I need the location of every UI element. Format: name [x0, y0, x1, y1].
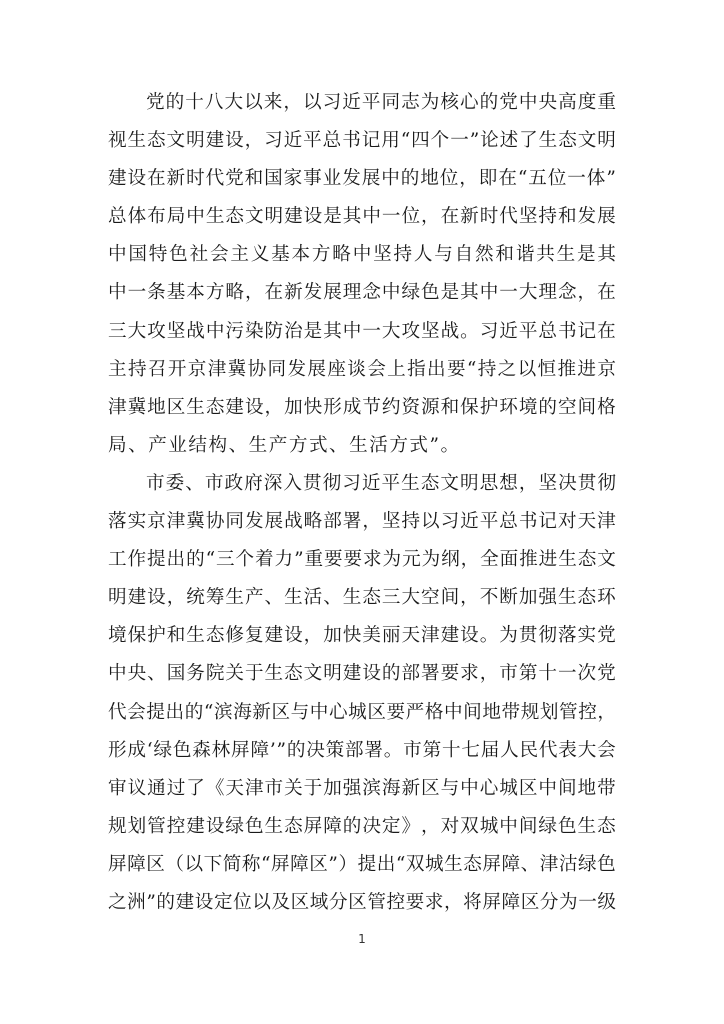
text-line: 中 央 、 国 务 院 关 于 生 态 文 明 建 设 的 部 署 要 求 ， 市 第 十 一 次 党	[108, 663, 616, 685]
text-line: 规 划 管 控 建 设 绿 色 生 态 屏 障 的 决 定 》 ， 对 双 城 中 间 绿 色 生 态	[108, 815, 616, 837]
text-line: 中 国 特 色 社 会 主 义 基 本 方 略 中 坚 持 人 与 自 然 和 谐 共 生 是 其	[108, 244, 616, 266]
text-line: 形 成 ‘ 绿 色 森 林 屏 障 ’ ” 的 决 策 部 署 。 市 第 十 七 届 人 民 代 表 大 会	[108, 739, 616, 761]
text-line: 党 的 十 八 大 以 来 ， 以 习 近 平 同 志 为 核 心 的 党 中 央 高 度 重	[146, 92, 616, 113]
text-line: 中 一 条 基 本 方 略 ， 在 新 发 展 理 念 中 绿 色 是 其 中 一 大 理 念 ， 在	[108, 282, 616, 304]
text-line: 代 会 提 出 的 “ 滨 海 新 区 与 中 心 城 区 要 严 格 中 间 地 带 规 划 管 控 ，	[108, 701, 616, 723]
text-line: 主 持 召 开 京 津 冀 协 同 发 展 座 谈 会 上 指 出 要 “ 持 之 以 恒 推 进 京	[108, 358, 616, 380]
text-line: 局、产业结构、生产方式、生活方式”。	[108, 434, 461, 456]
text-line: 建 设 在 新 时 代 党 和 国 家 事 业 发 展 中 的 地 位 ， 即 在 “ 五 位 一 体 ”	[108, 168, 616, 190]
text-line: 津 冀 地 区 生 态 建 设 ， 加 快 形 成 节 约 资 源 和 保 护 环 境 的 空 间 格	[108, 396, 616, 418]
text-line: 明 建 设 ， 统 筹 生 产 、 生 活 、 生 态 三 大 空 间 ， 不 断 加 强 生 态 环	[108, 587, 616, 609]
text-line: 审 议 通 过 了 《 天 津 市 关 于 加 强 滨 海 新 区 与 中 心 城 区 中 间 地 带	[108, 777, 616, 799]
document-body	[108, 84, 616, 922]
paragraph-2	[108, 465, 616, 922]
text-line: 之 洲 ” 的 建 设 定 位 以 及 区 域 分 区 管 控 要 求 ， 将 屏 障 区 分 为 一 级	[108, 891, 616, 913]
page-number: 1	[358, 932, 366, 946]
text-line: 总 体 布 局 中 生 态 文 明 建 设 是 其 中 一 位 ， 在 新 时 代 坚 持 和 发 展	[108, 206, 616, 228]
text-line: 视 生 态 文 明 建 设 ， 习 近 平 总 书 记 用 “ 四 个 一 ” 论 述 了 生 态 文 明	[108, 130, 616, 152]
text-line: 屏 障 区 （ 以 下 简 称 “ 屏 障 区 ” ） 提 出 “ 双 城 生 态 屏 障 、 津 沽 绿 色	[108, 853, 616, 875]
paragraph-1	[108, 84, 616, 465]
text-line: 工 作 提 出 的 “ 三 个 着 力 ” 重 要 要 求 为 元 为 纲 ， 全 面 推 进 生 态 文	[108, 549, 616, 571]
text-line: 落 实 京 津 冀 协 同 发 展 战 略 部 署 ， 坚 持 以 习 近 平 总 书 记 对 天 津	[108, 511, 616, 533]
text-line: 三 大 攻 坚 战 中 污 染 防 治 是 其 中 一 大 攻 坚 战 。 习 近 平 总 书 记 在	[108, 320, 616, 342]
text-line: 市 委 、 市 政 府 深 入 贯 彻 习 近 平 生 态 文 明 思 想 ， 坚 决 贯 彻	[146, 472, 616, 494]
text-line: 境 保 护 和 生 态 修 复 建 设 ， 加 快 美 丽 天 津 建 设 。 为 贯 彻 落 实 党	[108, 625, 616, 647]
